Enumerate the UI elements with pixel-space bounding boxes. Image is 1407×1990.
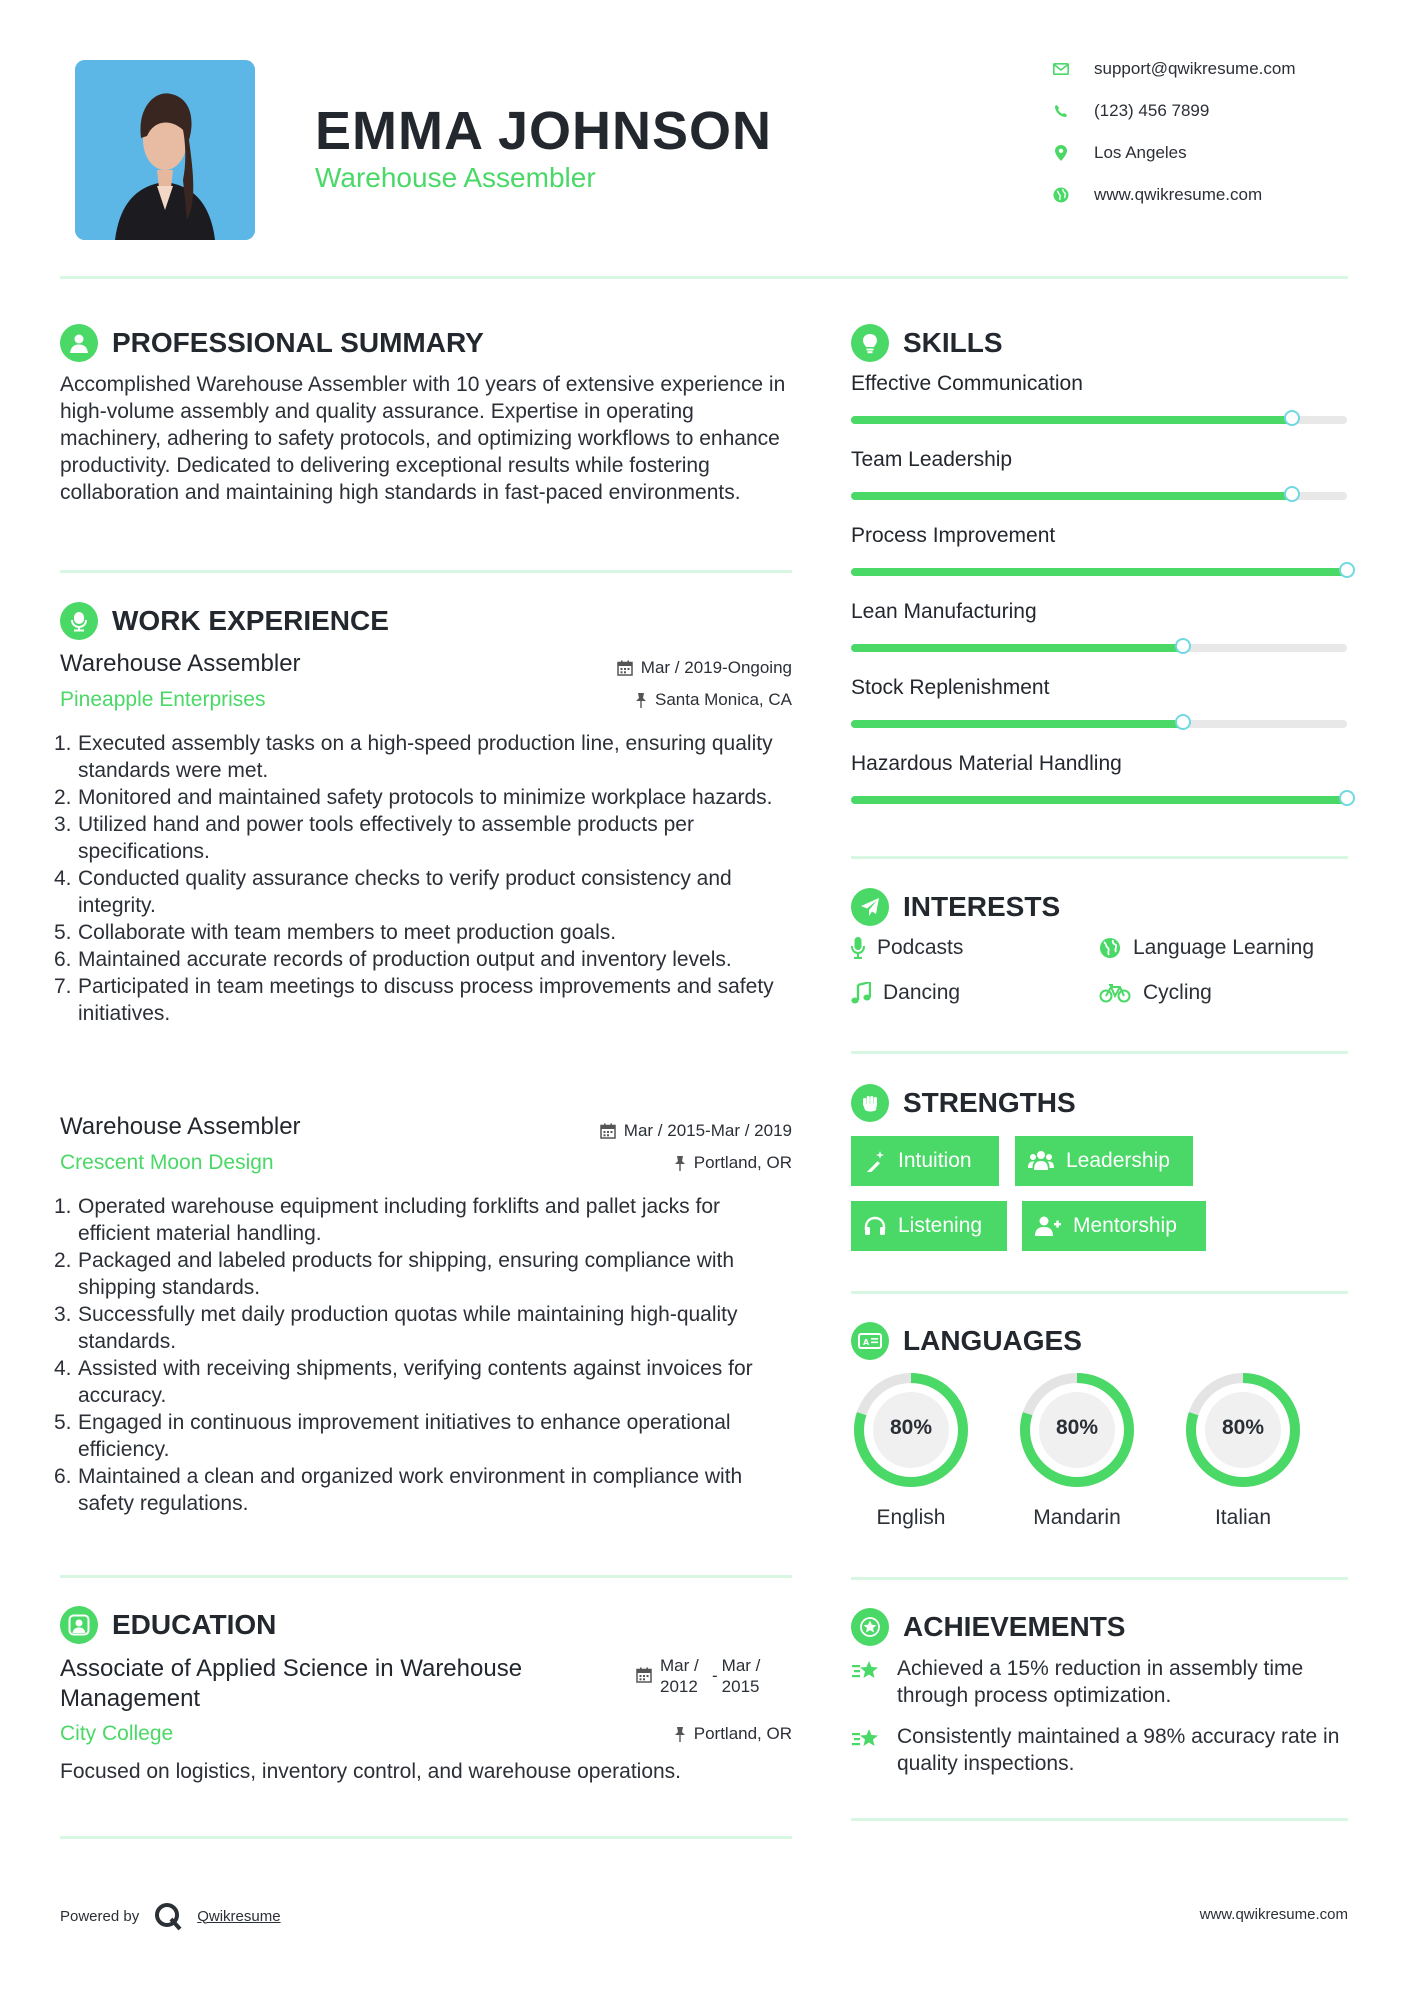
header-divider xyxy=(60,276,1348,279)
skill-name: Team Leadership xyxy=(851,448,1013,471)
skill-bar-knob xyxy=(1284,486,1300,502)
skill-bar-knob xyxy=(1175,638,1191,654)
job-2-location-text: Portland, OR xyxy=(693,1153,792,1172)
interest-label: Cycling xyxy=(1143,981,1212,1004)
skill-name: Lean Manufacturing xyxy=(851,600,1037,623)
qwikresume-logo-icon xyxy=(153,1901,183,1931)
summary-divider xyxy=(60,570,792,573)
interests-divider xyxy=(851,1051,1348,1054)
interest-dancing xyxy=(851,981,960,1005)
language-percent: 80% xyxy=(889,1416,933,1439)
contact-website-text: www.qwikresume.com xyxy=(1094,185,1263,204)
job-1-duties xyxy=(54,730,795,1027)
list-item: 3. Utilized hand and power tools effectively to assemble products per specifications. xyxy=(54,813,694,863)
footer-brand-link[interactable]: Qwikresume xyxy=(197,1907,281,1925)
skill-name: Effective Communication xyxy=(851,372,1083,395)
list-item: 5. Collaborate with team members to meet production goals. xyxy=(54,921,617,944)
star-badge-icon xyxy=(851,1608,889,1646)
skill-bar-knob xyxy=(1175,714,1191,730)
interest-label: Podcasts xyxy=(877,936,964,959)
magic-wand-icon xyxy=(864,1150,886,1172)
contact-phone-text: (123) 456 7899 xyxy=(1094,101,1210,120)
contact-email[interactable] xyxy=(1050,58,1380,80)
headphones-icon xyxy=(864,1216,886,1236)
skill-name: Process Improvement xyxy=(851,524,1056,547)
job-1-dates xyxy=(480,658,792,678)
strengths-heading xyxy=(851,1084,1076,1122)
list-item: 6. Maintained a clean and organized work environment in compliance with safety regulations. xyxy=(54,1465,743,1515)
education-school: City College xyxy=(60,1722,174,1745)
skill-bar-fill xyxy=(851,720,1183,728)
list-item: 4. Conducted quality assurance checks to verify product consistency and integrity. xyxy=(54,867,732,917)
strength-intuition xyxy=(851,1136,999,1186)
graduate-icon xyxy=(60,1606,98,1644)
footer-powered-text: Powered by xyxy=(60,1907,140,1925)
skill-bar-track xyxy=(851,720,1347,728)
interest-label: Dancing xyxy=(883,981,961,1004)
paper-plane-icon xyxy=(851,888,889,926)
user-icon xyxy=(60,324,98,362)
interest-cycling xyxy=(1099,981,1212,1005)
location-pin-icon xyxy=(1050,142,1072,164)
skill-bar-track xyxy=(851,568,1347,576)
skill-bar-track xyxy=(851,492,1347,500)
microphone-icon xyxy=(851,937,865,959)
education-degree: Associate of Applied Science in Warehouse Management xyxy=(60,1655,523,1712)
interest-language-learning xyxy=(1099,936,1314,960)
strength-mentorship xyxy=(1022,1201,1206,1251)
strength-label: Mentorship xyxy=(1073,1214,1177,1237)
achievements-heading-text: ACHIEVEMENTS xyxy=(903,1611,1126,1642)
globe-icon xyxy=(1050,184,1072,206)
education-location-text: Portland, OR xyxy=(693,1724,792,1743)
summary-text: Accomplished Warehouse Assembler with 10 years of extensive experience in high-volume assembly and quality assurance. Expertise in operating machinery, adhering to safety protocols, and optimizing workflows to enhance productivity. Dedicated to delivering exceptional results while fostering collaboration and maintaining high standards in fast-paced environments. xyxy=(60,373,786,504)
contact-location xyxy=(1050,142,1380,164)
job-1-title: Warehouse Assembler xyxy=(60,650,301,677)
skill-bar-knob xyxy=(1339,562,1355,578)
achievement-text: Consistently maintained a 98% accuracy rate in quality inspections. xyxy=(897,1725,1340,1775)
strength-listening xyxy=(851,1201,1007,1251)
strength-leadership xyxy=(1015,1136,1193,1186)
achievement-text: Achieved a 15% reduction in assembly time through process optimization. xyxy=(897,1657,1304,1707)
candidate-name: EMMA JOHNSON xyxy=(315,101,773,161)
strengths-divider xyxy=(851,1291,1348,1294)
achievements-heading xyxy=(851,1608,1125,1646)
list-item: 2. Packaged and labeled products for shipping, ensuring compliance with shipping standards. xyxy=(54,1249,735,1299)
footer-powered xyxy=(60,1901,281,1931)
group-icon xyxy=(1028,1150,1054,1172)
skill-bar-fill xyxy=(851,644,1183,652)
calendar-icon xyxy=(617,660,633,676)
footer-url[interactable]: www.qwikresume.com xyxy=(1199,1906,1348,1923)
interest-podcasts xyxy=(851,936,963,960)
skill-bar-knob xyxy=(1339,790,1355,806)
summary-heading xyxy=(60,324,484,362)
shooting-star-icon xyxy=(851,1725,883,1751)
education-heading xyxy=(60,1606,276,1644)
skills-heading-text: SKILLS xyxy=(903,327,1003,358)
job-2-dates xyxy=(480,1121,792,1141)
languages-heading-text: LANGUAGES xyxy=(903,1325,1082,1356)
pushpin-icon xyxy=(635,692,647,708)
contact-phone[interactable] xyxy=(1050,100,1380,122)
list-item: 1. Executed assembly tasks on a high-speed production line, ensuring quality standards were met. xyxy=(54,732,773,782)
list-item: 6. Maintained accurate records of production output and inventory levels. xyxy=(54,948,732,971)
list-item: 7. Participated in team meetings to discuss process improvements and safety initiatives. xyxy=(54,975,774,1025)
language-percent: 80% xyxy=(1221,1416,1265,1439)
education-heading-text: EDUCATION xyxy=(112,1609,277,1640)
language-ring xyxy=(1181,1368,1305,1492)
job-1-location xyxy=(480,690,792,710)
skill-bar-fill xyxy=(851,568,1347,576)
achievements-divider xyxy=(851,1818,1348,1821)
globe-icon xyxy=(1099,937,1121,959)
skills-divider xyxy=(851,856,1348,859)
calendar-icon xyxy=(600,1123,616,1139)
mail-icon xyxy=(1050,58,1072,80)
shooting-star-icon xyxy=(851,1657,883,1683)
pushpin-icon xyxy=(674,1726,686,1742)
interest-label: Language Learning xyxy=(1133,936,1315,959)
list-item: 4. Assisted with receiving shipments, verifying contents against invoices for accuracy. xyxy=(54,1357,753,1407)
calendar-icon xyxy=(636,1667,652,1683)
job-1-location-text: Santa Monica, CA xyxy=(654,690,792,709)
skill-bar-fill xyxy=(851,796,1347,804)
music-note-icon xyxy=(851,982,871,1004)
list-item: 2. Monitored and maintained safety protocols to minimize workplace hazards. xyxy=(54,786,773,809)
contact-email-text: support@qwikresume.com xyxy=(1094,59,1296,78)
language-name: English xyxy=(876,1506,946,1529)
language-name: Mandarin xyxy=(1033,1506,1121,1529)
interests-heading xyxy=(851,888,1060,926)
summary-heading-text: PROFESSIONAL SUMMARY xyxy=(112,327,484,358)
strength-label: Intuition xyxy=(898,1149,972,1172)
user-plus-icon xyxy=(1035,1215,1061,1237)
strength-label: Leadership xyxy=(1066,1149,1170,1172)
education-description: Focused on logistics, inventory control, and warehouse operations. xyxy=(60,1760,682,1783)
job-2-title: Warehouse Assembler xyxy=(60,1113,301,1140)
list-item: 3. Successfully met daily production quotas while maintaining high-quality standards. xyxy=(54,1303,738,1353)
skill-name: Stock Replenishment xyxy=(851,676,1050,699)
skill-bar-fill xyxy=(851,492,1292,500)
skill-bar-track xyxy=(851,644,1347,652)
language-ring xyxy=(849,1368,973,1492)
job-2-company: Crescent Moon Design xyxy=(60,1151,274,1174)
lightbulb-icon xyxy=(851,324,889,362)
language-percent: 80% xyxy=(1055,1416,1099,1439)
work-heading-text: WORK EXPERIENCE xyxy=(112,605,389,636)
education-divider xyxy=(60,1836,792,1839)
education-location xyxy=(480,1724,792,1744)
language-ring xyxy=(1015,1368,1139,1492)
languages-heading xyxy=(851,1322,1082,1360)
svg-text:A: A xyxy=(863,1338,870,1347)
achievement-2 xyxy=(851,1723,1351,1777)
candidate-title: Warehouse Assembler xyxy=(315,162,596,193)
language-name: Italian xyxy=(1214,1506,1272,1529)
interests-heading-text: INTERESTS xyxy=(903,891,1061,922)
fist-icon xyxy=(851,1084,889,1122)
contact-website[interactable] xyxy=(1050,184,1380,206)
skill-bar-track xyxy=(851,796,1347,804)
languages-divider xyxy=(851,1577,1348,1580)
job-2-duties xyxy=(54,1193,795,1517)
skill-bar-track xyxy=(851,416,1347,424)
skill-name: Hazardous Material Handling xyxy=(851,752,1122,775)
list-item: 5. Engaged in continuous improvement initiatives to enhance operational efficiency. xyxy=(54,1411,731,1461)
education-end: Mar / 2015 xyxy=(721,1656,761,1696)
education-dates xyxy=(636,1655,796,1697)
education-start: Mar / 2012 xyxy=(660,1656,699,1696)
job-1-company: Pineapple Enterprises xyxy=(60,688,266,711)
date-separator: - xyxy=(712,1666,718,1685)
achievement-1 xyxy=(851,1655,1351,1709)
strength-label: Listening xyxy=(898,1214,983,1237)
work-divider xyxy=(60,1575,792,1578)
skills-heading xyxy=(851,324,1003,362)
profile-photo xyxy=(75,60,255,240)
job-2-location xyxy=(480,1153,792,1173)
phone-icon xyxy=(1050,100,1072,122)
skill-bar-knob xyxy=(1284,410,1300,426)
skill-bar-fill xyxy=(851,416,1292,424)
bicycle-icon xyxy=(1099,983,1131,1003)
list-item: 1. Operated warehouse equipment including forklifts and pallet jacks for efficient material handling. xyxy=(54,1195,721,1245)
work-heading xyxy=(60,602,389,640)
contact-location-text: Los Angeles xyxy=(1094,143,1187,162)
strengths-heading-text: STRENGTHS xyxy=(903,1087,1076,1118)
pushpin-icon xyxy=(674,1155,686,1171)
job-2-dates-text: Mar / 2015-Mar / 2019 xyxy=(623,1121,792,1140)
job-1-dates-text: Mar / 2019-Ongoing xyxy=(640,658,792,677)
microphone-stand-icon xyxy=(60,602,98,640)
language-card-icon xyxy=(851,1322,889,1360)
